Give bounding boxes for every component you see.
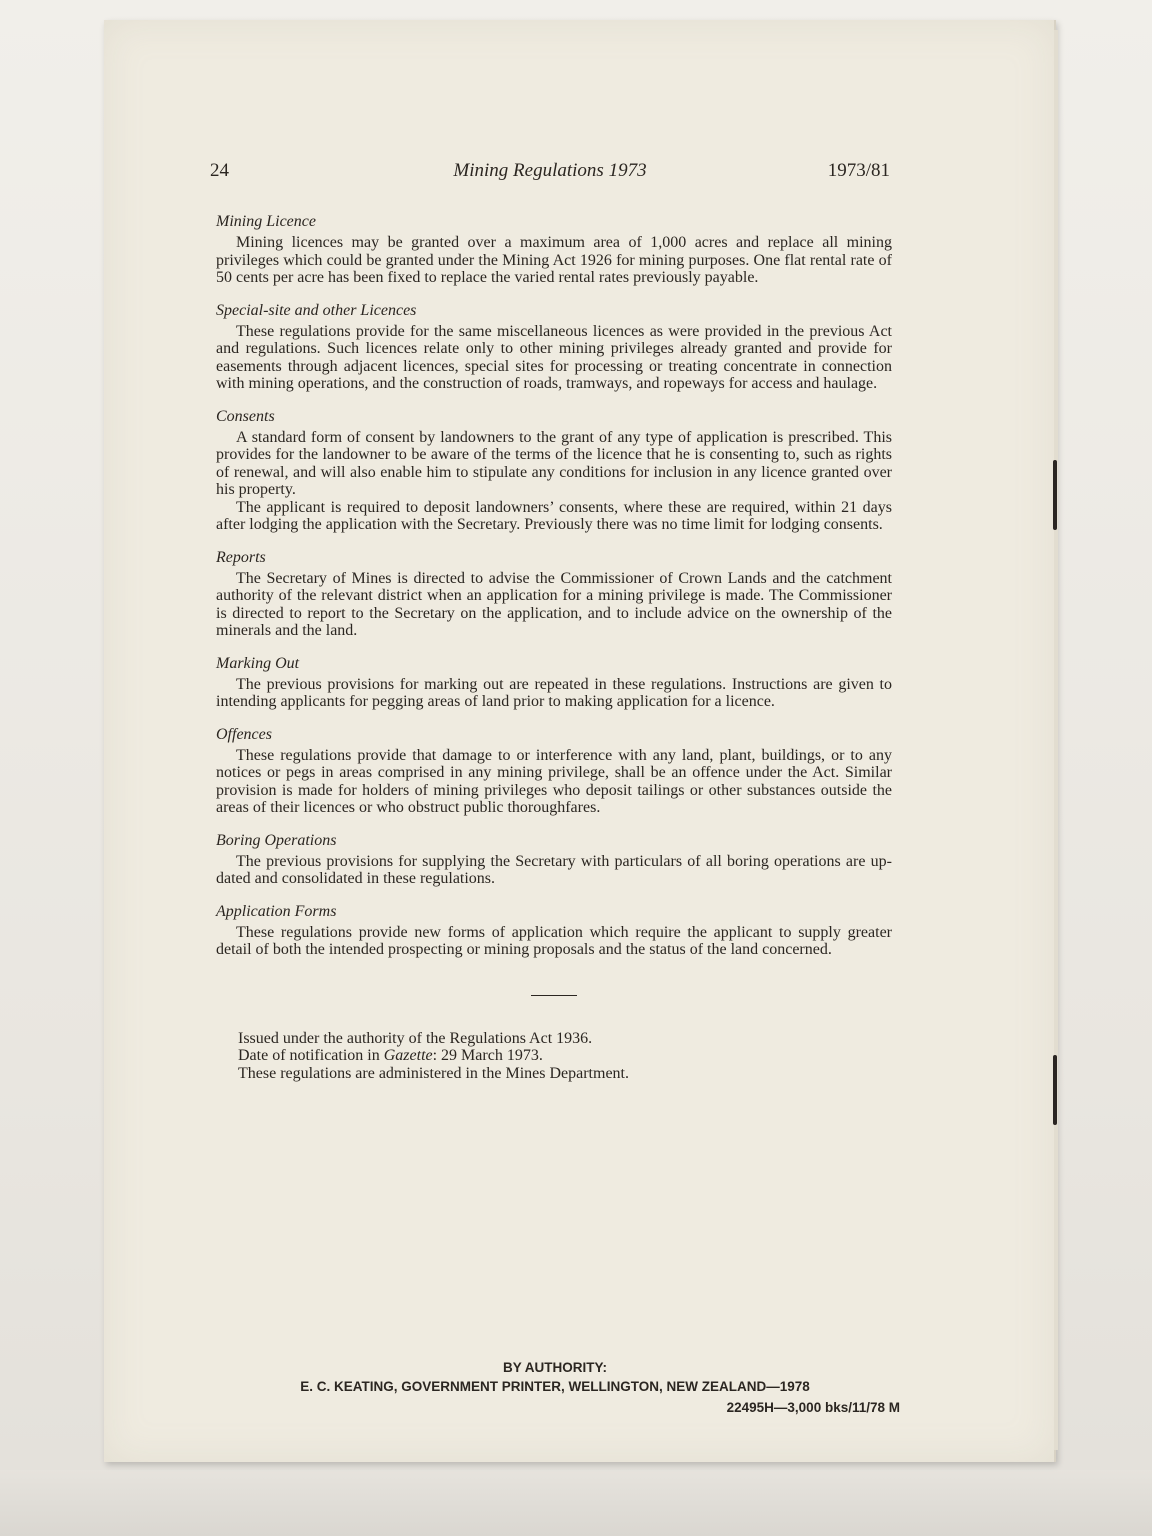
- section-heading: Offences: [216, 725, 272, 743]
- section-consents: [216, 407, 892, 534]
- table-surface: [0, 1470, 1152, 1536]
- section-heading: Marking Out: [216, 654, 300, 672]
- section-offences: [216, 725, 892, 817]
- regulation-number: 1973/81: [827, 160, 890, 181]
- staple-mark: [1053, 460, 1057, 530]
- section-heading: Reports: [216, 548, 266, 566]
- issued-authority-line: Issued under the authority of the Regulations Act 1936.: [238, 1029, 593, 1047]
- page-number: 24: [210, 160, 229, 181]
- section-paragraph: These regulations provide new forms of application which require the applicant to supply greater detail of both the intended prospecting or mining proposals and the status of the land concerned.: [216, 923, 892, 958]
- section-paragraph: These regulations provide that damage to or interference with any land, plant, buildings, or to any notices or pegs in areas comprised in any mining privilege, shall be an offence under the Act. Similar provision is made for holders of mining privileges who deposit tailings or other substances outside the areas of their licences or who obstruct public thoroughfares.: [216, 746, 892, 816]
- running-head-title: Mining Regulations 1973: [453, 160, 647, 181]
- by-authority-line: BY AUTHORITY:: [503, 1360, 607, 1375]
- issued-note: [238, 1030, 892, 1083]
- print-run-code: 22495H—3,000 bks/11/78 M: [726, 1400, 900, 1415]
- section-heading: Consents: [216, 407, 275, 425]
- section-special-site-licences: [216, 301, 892, 393]
- notification-date-line: [238, 1047, 892, 1065]
- section-marking-out: [216, 654, 892, 711]
- divider-rule: [531, 995, 577, 996]
- administered-line: These regulations are administered in the Mines Department.: [238, 1064, 629, 1082]
- staple-mark: [1053, 1055, 1057, 1125]
- section-paragraph: The previous provisions for marking out are repeated in these regulations. Instructions are given to intending applicants for pegging areas of land prior to making application for a licence.: [216, 675, 892, 710]
- running-head: [210, 160, 890, 188]
- printer-imprint: [210, 1358, 900, 1417]
- page-edge: [1054, 30, 1058, 1450]
- section-reports: [216, 548, 892, 640]
- section-paragraph: Mining licences may be granted over a maximum area of 1,000 acres and replace all mining privileges which could be granted under the Mining Act 1926 for mining purposes. One flat rental rate of 50 cents per acre has been fixed to replace the varied rental rates previously payable.: [216, 234, 892, 286]
- section-mining-licence: [216, 212, 892, 287]
- section-heading: Mining Licence: [216, 213, 316, 230]
- section-paragraph: The applicant is required to deposit landowners’ consents, where these are required, within 21 days after lodging the application with the Secretary. Previously there was no time limit for lodging consents.: [216, 498, 892, 533]
- notification-prefix: Date of notification in: [238, 1047, 384, 1064]
- section-heading: Application Forms: [216, 902, 337, 920]
- section-heading: Special-site and other Licences: [216, 301, 417, 319]
- section-paragraph: These regulations provide for the same miscellaneous licences as were provided in the previous Act and regulations. Such licences relate only to other mining privileges already granted and provide for easements through adjacent licences, special sites for processing or treating concentrate in connection with mining operations, and the construction of roads, tramways, and ropeways for access and haulage.: [216, 322, 892, 392]
- gazette-word: Gazette: [383, 1047, 433, 1064]
- section-paragraph: The previous provisions for supplying the Secretary with particulars of all boring operations are up-dated and consolidated in these regulations.: [216, 852, 892, 887]
- section-boring-operations: [216, 831, 892, 888]
- section-paragraph: A standard form of consent by landowners to the grant of any type of application is prescribed. This provides for the landowner to be aware of the terms of the licence that he is consenting to, such as rights of renewal, and will also enable him to stipulate any conditions for inclusion in any licence granted over his property.: [216, 428, 892, 498]
- document-body: [216, 212, 892, 1082]
- notification-date: : 29 March 1973.: [432, 1047, 543, 1064]
- section-paragraph: The Secretary of Mines is directed to advise the Commissioner of Crown Lands and the catchment authority of the relevant district when an application for a mining privilege is made. The Commissioner is directed to report to the Secretary on the application, and to include advice on the ownership of the minerals and the land.: [216, 569, 892, 639]
- section-heading: Boring Operations: [216, 831, 337, 849]
- printer-line: E. C. KEATING, GOVERNMENT PRINTER, WELLINGTON, NEW ZEALAND—1978: [300, 1379, 810, 1394]
- section-application-forms: [216, 902, 892, 959]
